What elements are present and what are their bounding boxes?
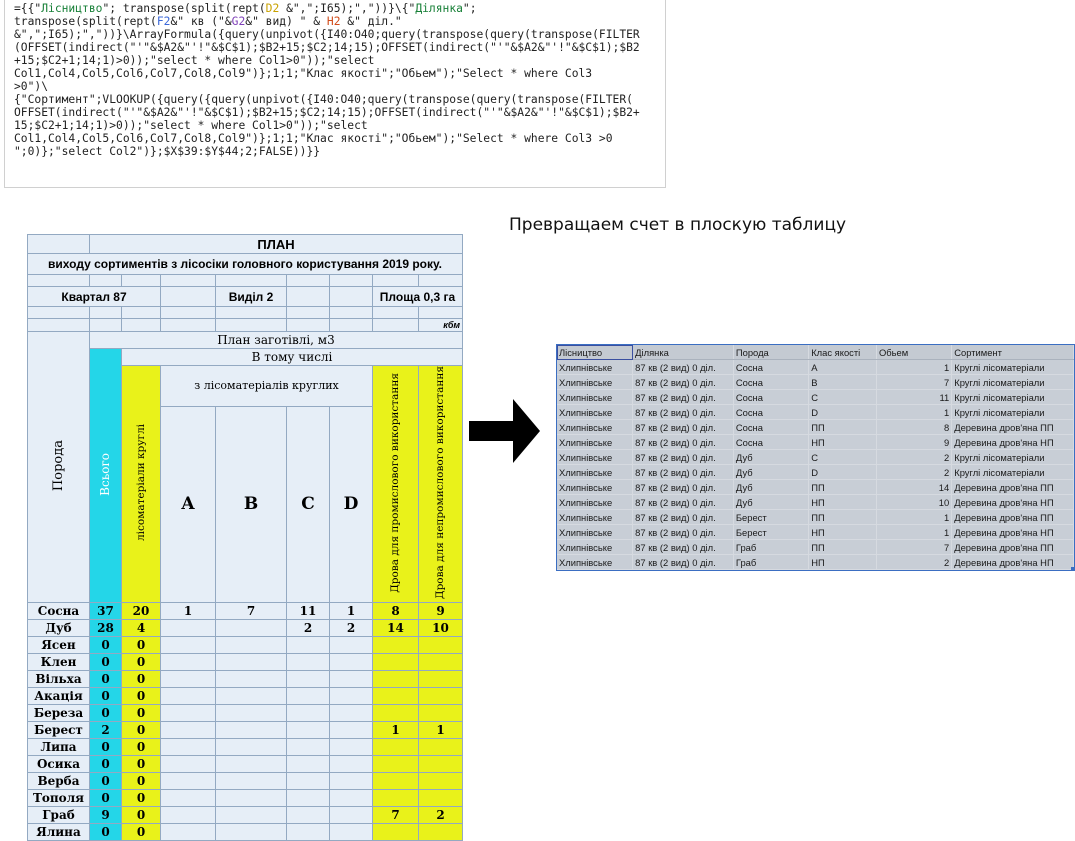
cell-d[interactable]: 2 (330, 619, 373, 636)
table-row (557, 375, 1074, 390)
table-row (557, 390, 1074, 405)
species-name: Ялина (28, 823, 90, 840)
plan-body (28, 602, 463, 840)
flat-cell[interactable]: Хлипнівське (557, 405, 633, 420)
species-name: Осика (28, 755, 90, 772)
cell-b[interactable] (216, 687, 287, 704)
vydil-label: Виділ 2 (216, 287, 287, 307)
flat-cell[interactable]: 87 кв (2 вид) 0 діл. (633, 510, 734, 525)
species-name: Сосна (28, 602, 90, 619)
flat-cell[interactable]: 87 кв (2 вид) 0 діл. (633, 360, 734, 375)
flat-cell[interactable]: 87 кв (2 вид) 0 діл. (633, 555, 734, 570)
flat-cell[interactable]: Хлипнівське (557, 555, 633, 570)
cell-round[interactable]: 0 (122, 755, 161, 772)
plan-row (28, 636, 463, 653)
flat-cell[interactable]: Хлипнівське (557, 465, 633, 480)
including-header: В тому числі (122, 349, 463, 366)
cell-round[interactable]: 0 (122, 823, 161, 840)
cell-a[interactable] (161, 755, 216, 772)
cell-c[interactable] (287, 755, 330, 772)
table-row (557, 510, 1074, 525)
col-d: D (330, 406, 373, 602)
flat-cell[interactable]: 1 (876, 405, 951, 420)
cell-pp[interactable] (373, 687, 419, 704)
flat-cell[interactable]: Деревина дров'яна ПП (952, 480, 1074, 495)
flat-cell[interactable]: Круглі лісоматеріали (952, 405, 1074, 420)
table-row (557, 540, 1074, 555)
plan-row (28, 738, 463, 755)
flat-cell[interactable]: Деревина дров'яна НП (952, 555, 1074, 570)
cell-d[interactable] (330, 704, 373, 721)
flat-cell[interactable]: Деревина дров'яна НП (952, 525, 1074, 540)
plan-row (28, 789, 463, 806)
flat-cell[interactable]: 14 (876, 480, 951, 495)
cell-a[interactable] (161, 721, 216, 738)
cell-total[interactable]: 9 (90, 806, 122, 823)
cell-total[interactable]: 0 (90, 704, 122, 721)
cell-round[interactable]: 0 (122, 670, 161, 687)
caption-text: Превращаем счет в плоскую таблицу (509, 215, 847, 235)
flat-cell[interactable]: 87 кв (2 вид) 0 діл. (633, 420, 734, 435)
flat-cell[interactable]: Круглі лісоматеріали (952, 360, 1074, 375)
cell-total[interactable]: 0 (90, 772, 122, 789)
cell-d[interactable] (330, 806, 373, 823)
flat-cell[interactable]: D (809, 465, 877, 480)
flat-cell[interactable]: 9 (876, 435, 951, 450)
cell-d[interactable] (330, 687, 373, 704)
cell-round[interactable]: 4 (122, 619, 161, 636)
col-nonindustrial-firewood: Дрова для непромислового використання (419, 366, 463, 603)
flat-cell[interactable]: НП (809, 525, 877, 540)
flat-cell[interactable]: Хлипнівське (557, 525, 633, 540)
flat-header-cell[interactable]: Порода (733, 345, 808, 360)
cell-d[interactable] (330, 823, 373, 840)
cell-round[interactable]: 0 (122, 772, 161, 789)
flat-cell[interactable]: 2 (876, 555, 951, 570)
table-row (557, 495, 1074, 510)
table-row (557, 435, 1074, 450)
cell-pp[interactable] (373, 772, 419, 789)
cell-pp[interactable] (373, 653, 419, 670)
cell-total[interactable]: 0 (90, 653, 122, 670)
cell-round[interactable]: 0 (122, 653, 161, 670)
cell-b[interactable] (216, 670, 287, 687)
cell-total[interactable]: 0 (90, 789, 122, 806)
flat-cell[interactable]: Хлипнівське (557, 510, 633, 525)
cell-a[interactable] (161, 636, 216, 653)
flat-cell[interactable]: Круглі лісоматеріали (952, 375, 1074, 390)
flat-cell[interactable]: ПП (809, 540, 877, 555)
flat-header-cell[interactable]: Лісництво (557, 345, 633, 360)
flat-cell[interactable]: НП (809, 435, 877, 450)
plan-row (28, 704, 463, 721)
plan-row (28, 772, 463, 789)
flat-cell[interactable]: C (809, 450, 877, 465)
col-round-timber: лісоматеріали круглі (122, 366, 161, 603)
cell-total[interactable]: 37 (90, 602, 122, 619)
cell-c[interactable] (287, 823, 330, 840)
flat-cell[interactable]: Круглі лісоматеріали (952, 450, 1074, 465)
cell-a[interactable] (161, 687, 216, 704)
col-poroda: Порода (28, 332, 90, 603)
flat-cell[interactable]: ПП (809, 510, 877, 525)
table-row (557, 420, 1074, 435)
col-industrial-firewood: Дрова для промислового використання (373, 366, 419, 603)
flat-cell[interactable]: Сосна (733, 390, 808, 405)
cell-pp[interactable]: 1 (373, 721, 419, 738)
cell-a[interactable] (161, 806, 216, 823)
flat-cell[interactable]: A (809, 360, 877, 375)
cell-a[interactable] (161, 772, 216, 789)
cell-d[interactable] (330, 636, 373, 653)
fill-handle[interactable] (1071, 567, 1075, 571)
cell-a[interactable]: 1 (161, 602, 216, 619)
flat-cell[interactable]: 8 (876, 420, 951, 435)
cell-pp[interactable] (373, 738, 419, 755)
cell-c[interactable] (287, 789, 330, 806)
flat-cell[interactable]: 1 (876, 510, 951, 525)
species-name: Береза (28, 704, 90, 721)
cell-total[interactable]: 0 (90, 670, 122, 687)
flat-cell[interactable]: 1 (876, 525, 951, 540)
flat-cell[interactable]: Сосна (733, 420, 808, 435)
flat-cell[interactable]: Дуб (733, 480, 808, 495)
flat-cell[interactable]: 87 кв (2 вид) 0 діл. (633, 465, 734, 480)
cell-c[interactable]: 11 (287, 602, 330, 619)
flat-header-cell[interactable]: Клас якості (809, 345, 877, 360)
cell-b[interactable] (216, 823, 287, 840)
flat-cell[interactable]: 7 (876, 540, 951, 555)
col-a: A (161, 406, 216, 602)
flat-cell[interactable]: 87 кв (2 вид) 0 діл. (633, 405, 734, 420)
species-name: Граб (28, 806, 90, 823)
flat-cell[interactable]: Деревина дров'яна ПП (952, 510, 1074, 525)
flat-cell[interactable]: 1 (876, 360, 951, 375)
cell-total[interactable]: 2 (90, 721, 122, 738)
flat-cell[interactable]: 87 кв (2 вид) 0 діл. (633, 540, 734, 555)
cell-d[interactable] (330, 738, 373, 755)
cell-b[interactable] (216, 619, 287, 636)
flat-cell[interactable]: B (809, 375, 877, 390)
cell-b[interactable] (216, 653, 287, 670)
kvartal-label: Квартал 87 (28, 287, 161, 307)
flat-header-cell[interactable]: Обьем (876, 345, 951, 360)
cell-d[interactable] (330, 755, 373, 772)
cell-a[interactable] (161, 704, 216, 721)
flat-cell[interactable]: Хлипнівське (557, 390, 633, 405)
flat-cell[interactable]: Деревина дров'яна НП (952, 435, 1074, 450)
cell-pp[interactable] (373, 789, 419, 806)
plan-row (28, 670, 463, 687)
flat-cell[interactable]: ПП (809, 480, 877, 495)
cell-d[interactable] (330, 653, 373, 670)
cell-a[interactable] (161, 619, 216, 636)
cell-np[interactable] (419, 636, 463, 653)
cell-b[interactable] (216, 789, 287, 806)
flat-cell[interactable]: C (809, 390, 877, 405)
cell-round[interactable]: 0 (122, 687, 161, 704)
cell-c[interactable] (287, 738, 330, 755)
cell-b[interactable]: 7 (216, 602, 287, 619)
cell-pp[interactable]: 14 (373, 619, 419, 636)
flat-cell[interactable]: Хлипнівське (557, 360, 633, 375)
species-name: Берест (28, 721, 90, 738)
cell-c[interactable] (287, 772, 330, 789)
cell-total[interactable]: 0 (90, 755, 122, 772)
cell-total[interactable]: 0 (90, 738, 122, 755)
flat-cell[interactable]: Хлипнівське (557, 450, 633, 465)
cell-round[interactable]: 0 (122, 636, 161, 653)
flat-cell[interactable]: Дуб (733, 465, 808, 480)
cell-b[interactable] (216, 738, 287, 755)
plan-sheet (27, 234, 463, 841)
flat-cell[interactable]: Дуб (733, 495, 808, 510)
cell-pp[interactable] (373, 704, 419, 721)
right-arrow-icon (467, 397, 542, 465)
cell-b[interactable] (216, 636, 287, 653)
table-row (557, 360, 1074, 375)
flat-cell[interactable]: 87 кв (2 вид) 0 діл. (633, 480, 734, 495)
cell-np[interactable]: 2 (419, 806, 463, 823)
cell-pp[interactable] (373, 636, 419, 653)
cell-round[interactable]: 0 (122, 738, 161, 755)
cell-round[interactable]: 0 (122, 721, 161, 738)
cell-total[interactable]: 28 (90, 619, 122, 636)
flat-cell[interactable]: Хлипнівське (557, 495, 633, 510)
cell-np[interactable] (419, 687, 463, 704)
species-name: Акація (28, 687, 90, 704)
cell-np[interactable] (419, 670, 463, 687)
cell-d[interactable] (330, 670, 373, 687)
cell-d[interactable] (330, 721, 373, 738)
flat-cell[interactable]: Хлипнівське (557, 375, 633, 390)
plan-row (28, 806, 463, 823)
table-row (557, 480, 1074, 495)
cell-round[interactable]: 0 (122, 704, 161, 721)
cell-c[interactable]: 2 (287, 619, 330, 636)
flat-cell[interactable]: Деревина дров'яна НП (952, 495, 1074, 510)
cell-total[interactable]: 0 (90, 636, 122, 653)
col-total: Всього (90, 349, 122, 603)
plan-row (28, 653, 463, 670)
flat-cell[interactable]: 2 (876, 465, 951, 480)
cell-np[interactable] (419, 755, 463, 772)
flat-cell[interactable]: Дуб (733, 450, 808, 465)
cell-b[interactable] (216, 704, 287, 721)
flat-header-cell[interactable]: Сортимент (952, 345, 1074, 360)
cell-d[interactable] (330, 789, 373, 806)
cell-b[interactable] (216, 806, 287, 823)
flat-cell[interactable]: Граб (733, 540, 808, 555)
table-row (557, 450, 1074, 465)
cell-np[interactable] (419, 738, 463, 755)
cell-pp[interactable] (373, 823, 419, 840)
flat-cell[interactable]: Граб (733, 555, 808, 570)
flat-cell[interactable]: Деревина дров'яна ПП (952, 540, 1074, 555)
plan-row (28, 721, 463, 738)
plan-title: ПЛАН (90, 235, 463, 254)
flat-cell[interactable]: Сосна (733, 435, 808, 450)
cell-b[interactable] (216, 772, 287, 789)
flat-cell[interactable]: ПП (809, 420, 877, 435)
cell-b[interactable] (216, 721, 287, 738)
species-name: Вільха (28, 670, 90, 687)
cell-np[interactable] (419, 789, 463, 806)
cell-c[interactable] (287, 806, 330, 823)
plan-row (28, 755, 463, 772)
table-row (557, 465, 1074, 480)
cell-total[interactable]: 0 (90, 687, 122, 704)
species-name: Верба (28, 772, 90, 789)
plan-row (28, 602, 463, 619)
cell-np[interactable]: 10 (419, 619, 463, 636)
flat-cell[interactable]: Деревина дров'яна ПП (952, 420, 1074, 435)
flat-cell[interactable]: D (809, 405, 877, 420)
flat-cell[interactable]: Сосна (733, 375, 808, 390)
flat-cell[interactable]: 7 (876, 375, 951, 390)
cell-np[interactable] (419, 653, 463, 670)
cell-a[interactable] (161, 789, 216, 806)
cell-np[interactable] (419, 704, 463, 721)
cell-pp[interactable] (373, 755, 419, 772)
cell-round[interactable]: 20 (122, 602, 161, 619)
cell-c[interactable] (287, 721, 330, 738)
cell-np[interactable] (419, 823, 463, 840)
cell-b[interactable] (216, 755, 287, 772)
flat-cell[interactable]: 87 кв (2 вид) 0 діл. (633, 525, 734, 540)
plan-subtitle: виходу сортиментів з лісосіки головного користування 2019 року. (28, 254, 463, 275)
species-name: Клен (28, 653, 90, 670)
table-row (557, 525, 1074, 540)
cell-pp[interactable]: 7 (373, 806, 419, 823)
cell-c[interactable] (287, 704, 330, 721)
flat-table-sheet[interactable] (556, 344, 1075, 571)
area-label: Площа 0,3 га (373, 287, 463, 307)
table-row (557, 555, 1074, 570)
flat-cell[interactable]: Берест (733, 510, 808, 525)
flat-cell[interactable]: Сосна (733, 405, 808, 420)
cell-a[interactable] (161, 738, 216, 755)
flat-header-cell[interactable]: Ділянка (633, 345, 734, 360)
cell-d[interactable]: 1 (330, 602, 373, 619)
col-c: C (287, 406, 330, 602)
flat-cell[interactable]: 87 кв (2 вид) 0 діл. (633, 390, 734, 405)
flat-cell[interactable]: 10 (876, 495, 951, 510)
cell-round[interactable]: 0 (122, 789, 161, 806)
formula-editor[interactable] (4, 0, 666, 188)
flat-cell[interactable]: Хлипнівське (557, 540, 633, 555)
flat-cell[interactable]: НП (809, 495, 877, 510)
flat-cell[interactable]: Хлипнівське (557, 420, 633, 435)
species-name: Ясен (28, 636, 90, 653)
cell-np[interactable]: 1 (419, 721, 463, 738)
unit-label: кбм (419, 319, 463, 332)
table-row (557, 405, 1074, 420)
species-name: Липа (28, 738, 90, 755)
cell-a[interactable] (161, 670, 216, 687)
cell-c[interactable] (287, 687, 330, 704)
flat-cell[interactable]: Хлипнівське (557, 435, 633, 450)
formula-text: ={{"Лісництво"; transpose(split(rept(D2 &",";I65);","))}\{"Ділянка"; transpose(split(rept(F2&" кв ("&G2&" вид) " & H2 &" діл." &",";I65);","))}\ArrayFormula({query(unpivot({I40:O40;query(transpose(query(transpose(FILTER (OFFSET(indirect("'"&$A2&"'!"&$C$1);$B2+15;$C2;14;15);OFFSET(indirect("'"&$A2&"'!"&$C$1);$B2 +15;$C2+1;14;1)>0));"select * where Col1>0"));"select Col1,Col4,Col5,Col6,Col7,Col8,Col9")};1;1;"Клас якості";"Обьем");"Select * where Col3 >0")\ {"Сортимент";VLOOKUP({query({query(unpivot({I40:O40;query(transpose(query(transpose(FILTER( OFFSET(indirect("'"&$A2&"'!"&$C$1);$B2+15;$C2;14;15);OFFSET(indirect("'"&$A2&"'!"&$C$1);$B2+ 15;$C2+1;14;1)>0));"select * where Col1>0"));"select Col1,Col4,Col5,Col6,Col7,Col8,Col9")};1;1;"Клас якості";"Обьем");"Select * where Col3 >0 ";0)};"select Col2")};$X$39:$Y$44;2;FALSE))}} (14, 2, 640, 158)
plan-row (28, 687, 463, 704)
species-name: Дуб (28, 619, 90, 636)
flat-table (557, 345, 1074, 570)
plan-row (28, 619, 463, 636)
cell-a[interactable] (161, 653, 216, 670)
cell-pp[interactable]: 8 (373, 602, 419, 619)
cell-d[interactable] (330, 772, 373, 789)
from-round-header: з лісоматеріалів круглих (161, 366, 373, 407)
cell-np[interactable]: 9 (419, 602, 463, 619)
cell-c[interactable] (287, 670, 330, 687)
plan-row (28, 823, 463, 840)
flat-cell[interactable]: Берест (733, 525, 808, 540)
flat-cell[interactable]: Сосна (733, 360, 808, 375)
flat-cell[interactable]: 87 кв (2 вид) 0 діл. (633, 375, 734, 390)
flat-cell[interactable]: 87 кв (2 вид) 0 діл. (633, 450, 734, 465)
harvest-plan-header: План заготівлі, м3 (90, 332, 463, 349)
cell-a[interactable] (161, 823, 216, 840)
flat-cell[interactable]: Хлипнівське (557, 480, 633, 495)
flat-cell[interactable]: 11 (876, 390, 951, 405)
flat-cell[interactable]: 2 (876, 450, 951, 465)
cell-pp[interactable] (373, 670, 419, 687)
cell-c[interactable] (287, 653, 330, 670)
cell-c[interactable] (287, 636, 330, 653)
cell-np[interactable] (419, 772, 463, 789)
species-name: Тополя (28, 789, 90, 806)
flat-header-row (557, 345, 1074, 360)
cell-total[interactable]: 0 (90, 823, 122, 840)
col-b: B (216, 406, 287, 602)
flat-cell[interactable]: Круглі лісоматеріали (952, 465, 1074, 480)
cell-round[interactable]: 0 (122, 806, 161, 823)
flat-cell[interactable]: НП (809, 555, 877, 570)
flat-cell[interactable]: Круглі лісоматеріали (952, 390, 1074, 405)
flat-cell[interactable]: 87 кв (2 вид) 0 діл. (633, 435, 734, 450)
flat-cell[interactable]: 87 кв (2 вид) 0 діл. (633, 495, 734, 510)
